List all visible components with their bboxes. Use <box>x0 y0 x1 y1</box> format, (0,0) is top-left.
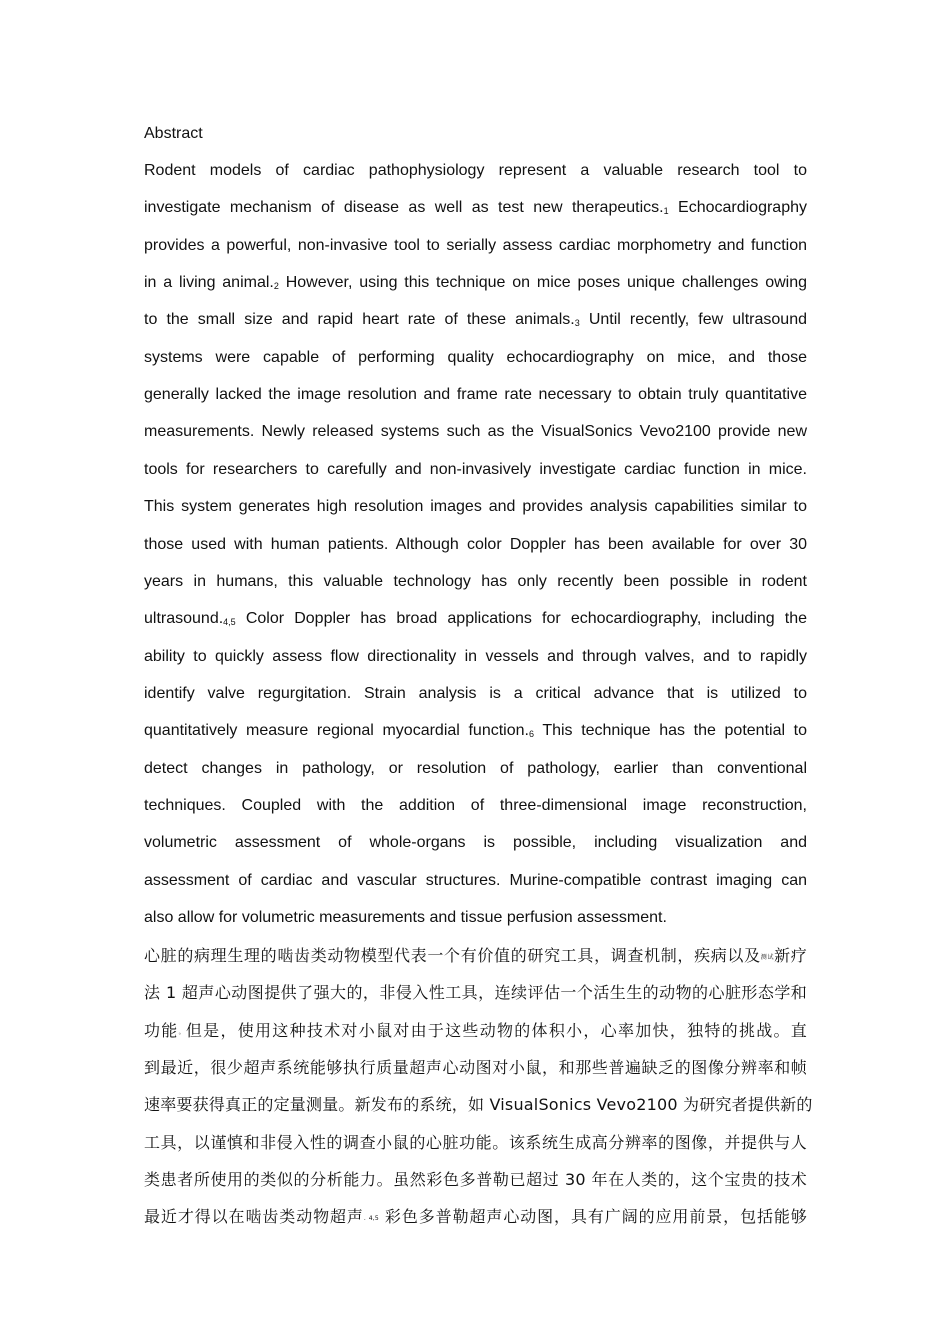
line-text: to the small size and rapid heart rate of these animals. <box>144 311 575 329</box>
line-text: provides a powerful, non-invasive tool to serially assess cardiac morphometry and function <box>144 236 807 254</box>
zh-text-line <box>144 1207 807 1244</box>
en-text-line <box>144 310 807 347</box>
line-text: tools for researchers to carefully and non-invasively investigate cardiac function in mice. <box>144 460 807 478</box>
en-text-line <box>144 647 807 684</box>
line-text: in a living animal. <box>144 274 274 292</box>
line-text-continued: 彩色多普勒超声心动图，具有广阔的应用前景，包括能够 <box>378 1207 808 1227</box>
line-text: years in humans, this valuable technology has only recently been possible in rodent <box>144 572 807 590</box>
line-text: measurements. Newly released systems such as the VisualSonics Vevo2100 provide new <box>144 423 807 441</box>
en-text-line <box>144 759 807 796</box>
en-text-line <box>144 161 807 198</box>
en-text-line <box>144 572 807 609</box>
en-text-line <box>144 908 807 945</box>
zh-text-line <box>144 1170 807 1207</box>
line-text: 速率要获得真正的定量测量。新发布的系统，如 VisualSonics Vevo2100 为研究者提供新的 <box>144 1095 813 1115</box>
zh-text-line <box>144 946 807 983</box>
en-text-line <box>144 273 807 310</box>
line-text: volumetric assessment of whole-organs is possible, including visualization and <box>144 834 807 852</box>
line-text: Rodent models of cardiac pathophysiology represent a valuable research tool to <box>144 162 807 179</box>
citation-superscript: 。 <box>178 1028 186 1036</box>
citation-superscript: 1 <box>663 206 669 217</box>
en-text-line <box>144 796 807 833</box>
en-text-line <box>144 422 807 459</box>
en-text-line <box>144 460 807 497</box>
en-text-line <box>144 385 807 422</box>
citation-superscript: 3 <box>574 318 580 329</box>
line-text: techniques. Coupled with the addition of three-dimensional image reconstruction, <box>144 796 807 814</box>
en-text-line <box>144 609 807 646</box>
zh-text-line <box>144 1058 807 1095</box>
en-text-line <box>144 833 807 870</box>
en-text-line <box>144 236 807 273</box>
citation-superscript: 6 <box>528 729 534 740</box>
en-text-line <box>144 198 807 235</box>
zh-text-line <box>144 1095 813 1132</box>
line-text: 心脏的病理生理的啮齿类动物模型代表一个有价值的研究工具，调查机制，疾病以及 <box>144 946 761 965</box>
line-text: generally lacked the image resolution and frame rate necessary to obtain truly quantitative <box>144 386 807 404</box>
line-text: 工具，以谨慎和非侵入性的调查小鼠的心脏功能。该系统生成高分辨率的图像，并提供与人 <box>144 1132 807 1152</box>
line-text-continued: 但是，使用这种技术对小鼠对由于这些动物的体积小，心率加快，独特的挑战。直 <box>185 1020 808 1040</box>
line-text-continued: However, using this technique on mice poses unique challenges owing <box>278 274 808 292</box>
citation-superscript: . 4,5 <box>363 1215 379 1223</box>
line-text: quantitatively measure regional myocardial function. <box>144 722 529 740</box>
en-text-line <box>144 497 807 534</box>
line-text: 类患者所使用的类似的分析能力。虽然彩色多普勒已超过 30 年在人类的，这个宝贵的技术 <box>144 1170 807 1190</box>
en-text-line <box>144 348 807 385</box>
en-text-line <box>144 535 807 572</box>
citation-superscript: 2 <box>273 281 279 292</box>
line-text: 到最近，很少超声系统能够执行质量超声心动图对小鼠，和那些普遍缺乏的图像分辨率和帧 <box>144 1058 807 1078</box>
line-text: ability to quickly assess flow directionality in vessels and through valves, and to rapidly <box>144 647 807 665</box>
line-text: systems were capable of performing quality echocardiography on mice, and those <box>144 348 807 366</box>
en-text-line <box>144 684 807 721</box>
en-text-line <box>144 871 807 908</box>
line-text: investigate mechanism of disease as well as test new therapeutics. <box>144 199 664 217</box>
abstract-heading: Abstract <box>144 125 203 142</box>
line-text-continued: Color Doppler has broad applications for echocardiography, including the <box>235 610 807 628</box>
line-text: detect changes in pathology, or resolution of pathology, earlier than conventional <box>144 759 807 777</box>
en-text-line <box>144 721 807 758</box>
line-text: ultrasound. <box>144 610 224 628</box>
line-text: 法 1 超声心动图提供了强大的，非侵入性工具，连续评估一个活生生的动物的心脏形态学和 <box>144 983 807 1003</box>
zh-text-line <box>144 1133 807 1170</box>
line-text: This system generates high resolution images and provides analysis capabilities similar to <box>144 498 807 516</box>
line-text-continued: Until recently, few ultrasound <box>579 311 808 329</box>
line-text-continued: This technique has the potential to <box>533 722 808 740</box>
line-text: those used with human patients. Although color Doppler has been available for over 30 <box>144 535 807 553</box>
zh-text-line <box>144 1021 807 1058</box>
zh-text-line <box>144 983 807 1020</box>
line-text-continued: Echocardiography <box>668 199 808 217</box>
line-text: identify valve regurgitation. Strain analysis is a critical advance that is utilized to <box>144 684 807 702</box>
line-text-continued: 新疗 <box>774 946 807 965</box>
citation-superscript: 测试 <box>760 954 775 961</box>
line-text: also allow for volumetric measurements and tissue perfusion assessment. <box>144 909 667 926</box>
line-text: 最近才得以在啮齿类动物超声 <box>144 1207 364 1227</box>
line-text: 功能 <box>144 1020 179 1040</box>
citation-superscript: 4,5 <box>223 617 236 628</box>
line-text: assessment of cardiac and vascular structures. Murine-compatible contrast imaging can <box>144 871 807 889</box>
